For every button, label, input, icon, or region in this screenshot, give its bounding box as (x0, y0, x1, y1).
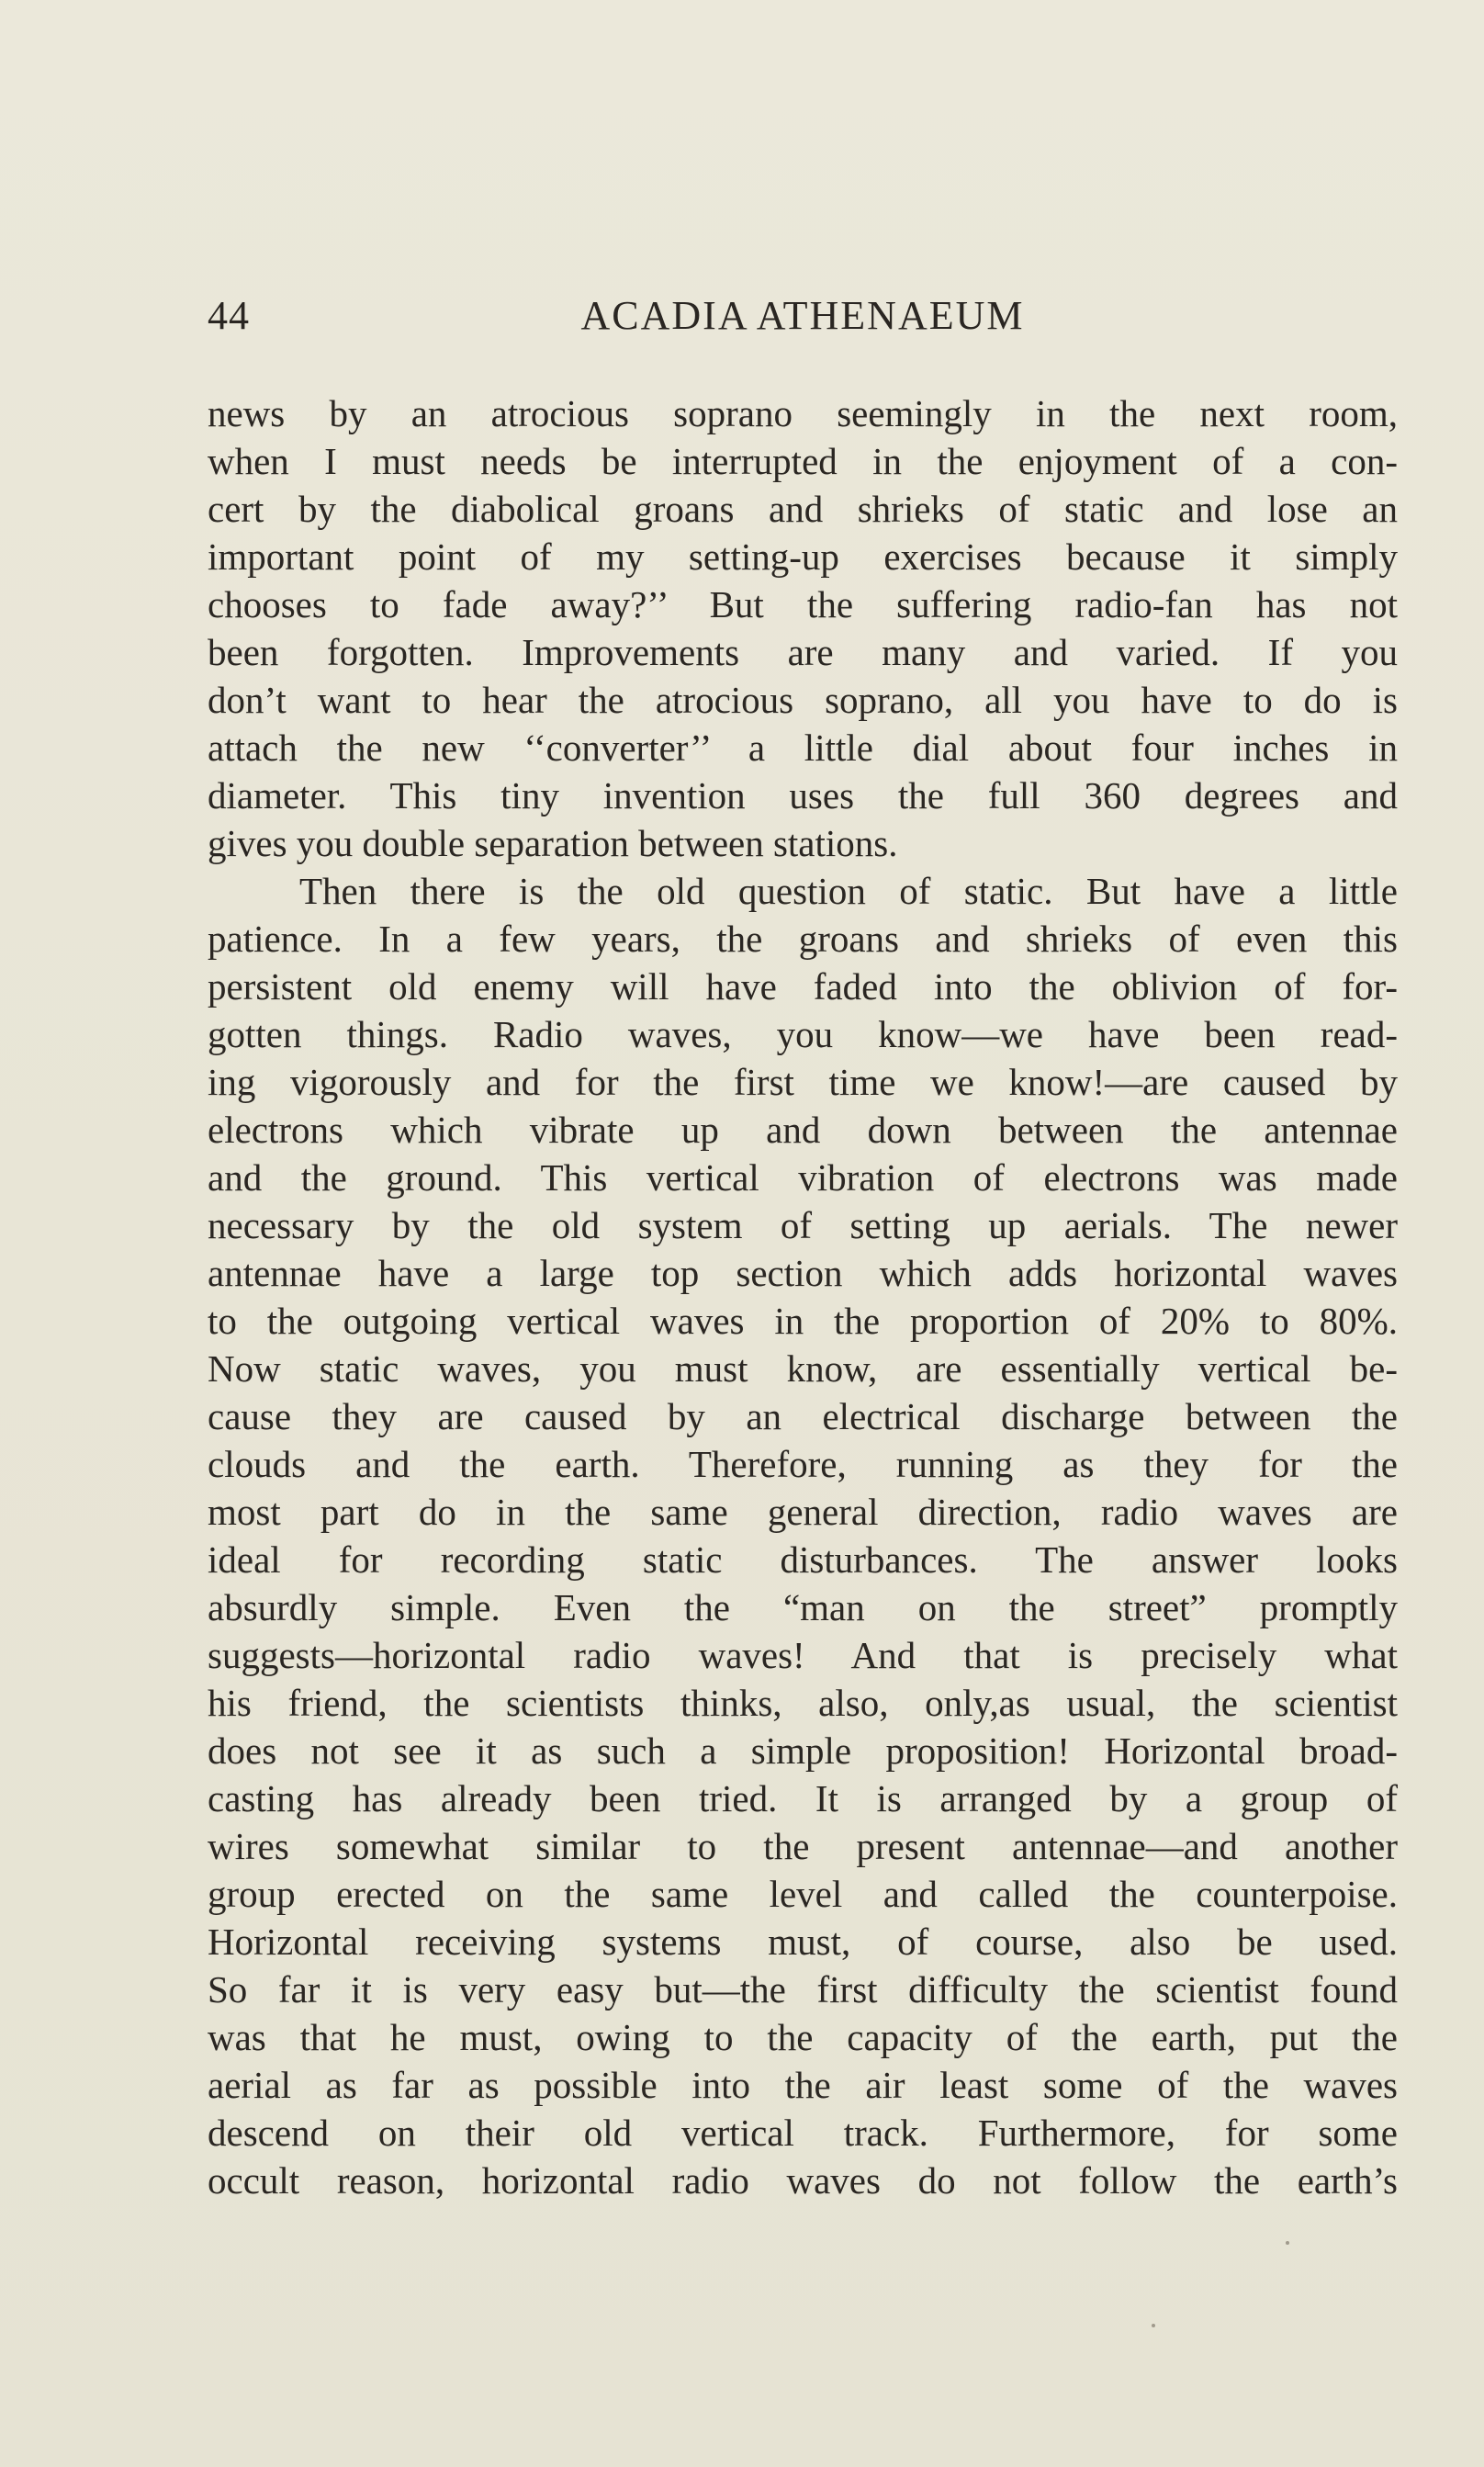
text-line: cert by the diabolical groans and shrieks of static and lose an (208, 488, 1398, 530)
text-line: aerial as far as possible into the air least some of the waves (208, 2064, 1398, 2106)
text-line: necessary by the old system of setting up aerials. The newer (208, 1204, 1398, 1246)
text-line: does not see it as such a simple proposition! Horizontal broad- (208, 1729, 1398, 1772)
text-line: was that he must, owing to the capacity of the earth, put the (208, 2016, 1398, 2058)
text-line: antennae have a large top section which adds horizontal waves (208, 1252, 1398, 1294)
text-line: news by an atrocious soprano seemingly in the next room, (208, 392, 1398, 434)
text-line: electrons which vibrate up and down between the antennae (208, 1109, 1398, 1151)
text-line: casting has already been tried. It is arranged by a group of (208, 1777, 1398, 1819)
running-head (208, 292, 1398, 344)
text-line: ideal for recording static disturbances. The answer looks (208, 1538, 1398, 1581)
text-line: patience. In a few years, the groans and shrieks of even this (208, 918, 1398, 960)
journal-title: ACADIA ATHENAEUM (580, 293, 1025, 338)
text-line: been forgotten. Improvements are many and varied. If you (208, 631, 1398, 673)
article-body (208, 389, 1398, 2204)
paragraph-first-line: Then there is the old question of static. But have a little (299, 870, 1398, 912)
text-line: Horizontal receiving systems must, of course, also be used. (208, 1921, 1398, 1963)
text-line: chooses to fade away?’’ But the suffering radio-fan has not (208, 583, 1398, 625)
text-line: diameter. This tiny invention uses the full 360 degrees and (208, 774, 1398, 817)
text-line: attach the new ‘‘converter’’ a little dial about four inches in (208, 727, 1398, 769)
paper-speck (1152, 2324, 1155, 2327)
text-line: cause they are caused by an electrical discharge between the (208, 1395, 1398, 1437)
text-line: persistent old enemy will have faded into the oblivion of for- (208, 965, 1398, 1008)
text-line: ing vigorously and for the first time we know!—are caused by (208, 1061, 1398, 1103)
text-line: important point of my setting-up exercises because it simply (208, 535, 1398, 578)
text-line: to the outgoing vertical waves in the proportion of 20% to 80%. (208, 1300, 1398, 1342)
text-line: his friend, the scientists thinks, also, only,as usual, the scientist (208, 1682, 1398, 1724)
text-line: most part do in the same general direction, radio waves are (208, 1491, 1398, 1533)
paragraph-end-line: gives you double separation between stations. (208, 822, 898, 864)
text-line: and the ground. This vertical vibration of electrons was made (208, 1156, 1398, 1199)
text-line: gotten things. Radio waves, you know—we have been read- (208, 1013, 1398, 1055)
text-line: descend on their old vertical track. Furthermore, for some (208, 2112, 1398, 2154)
page-number: 44 (208, 293, 250, 338)
text-line: when I must needs be interrupted in the enjoyment of a con- (208, 440, 1398, 482)
text-line: don’t want to hear the atrocious soprano, all you have to do is (208, 679, 1398, 721)
text-line: suggests—horizontal radio waves! And that is precisely what (208, 1634, 1398, 1676)
text-line: So far it is very easy but—the first difficulty the scientist found (208, 1968, 1398, 2011)
text-line: wires somewhat similar to the present antennae—and another (208, 1825, 1398, 1867)
text-line: occult reason, horizontal radio waves do not follow the earth’s (208, 2159, 1398, 2202)
text-line: group erected on the same level and called the counterpoise. (208, 1873, 1398, 1915)
paper-speck (1286, 2241, 1289, 2245)
text-line: Now static waves, you must know, are essentially vertical be- (208, 1347, 1398, 1390)
text-line: clouds and the earth. Therefore, running as they for the (208, 1443, 1398, 1485)
text-line: absurdly simple. Even the “man on the street” promptly (208, 1586, 1398, 1628)
